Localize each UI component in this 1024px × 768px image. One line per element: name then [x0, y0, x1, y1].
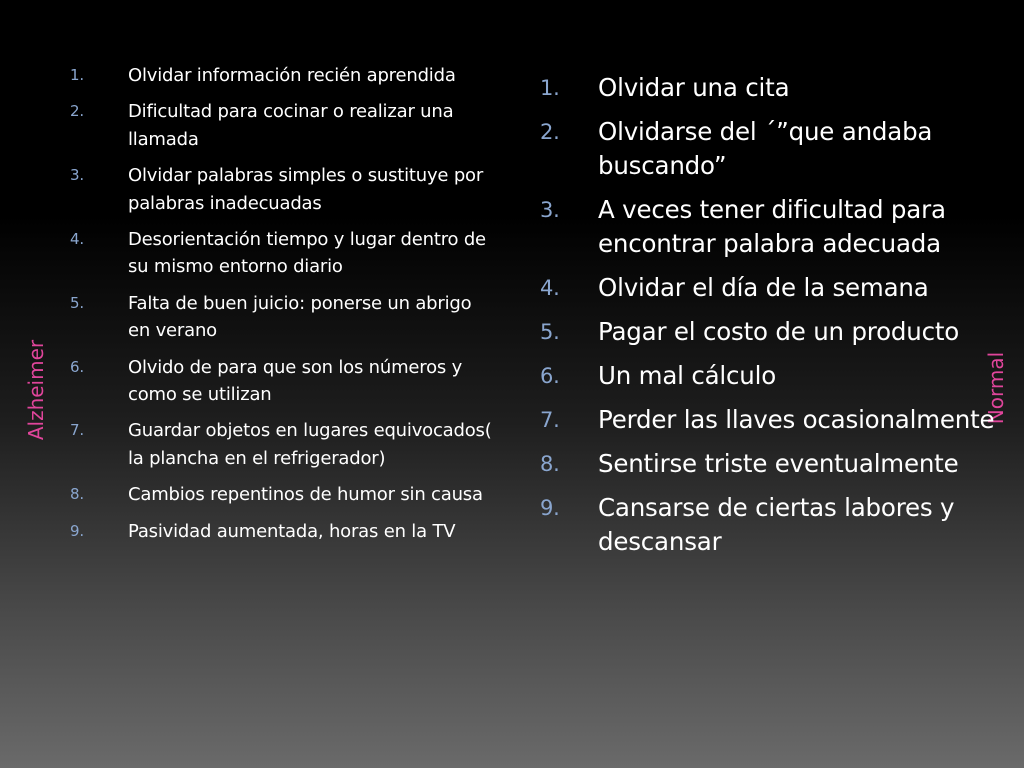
item-number: 1. — [70, 66, 84, 84]
item-text: Pagar el costo de un producto — [598, 317, 960, 346]
list-item — [70, 162, 496, 217]
item-text: Guardar objetos en lugares equivocados( la plancha en el refrigerador) — [128, 420, 492, 469]
normal-side-label: Normal — [984, 351, 1008, 425]
list-item — [70, 481, 496, 508]
list-item — [540, 359, 1018, 393]
list-item — [540, 71, 1018, 105]
item-number: 9. — [70, 521, 84, 540]
list-item — [70, 354, 496, 409]
item-text: Olvidar información recién aprendida — [128, 65, 456, 86]
item-text: Olvidar el día de la semana — [598, 273, 929, 302]
item-number: 8. — [540, 452, 560, 476]
normal-forgetfulness-list — [540, 71, 1018, 569]
item-number: 6. — [70, 357, 84, 376]
item-text: Cansarse de ciertas labores y descansar — [598, 493, 955, 556]
list-item — [70, 98, 496, 153]
list-item — [540, 193, 1018, 261]
item-number: 5. — [70, 293, 84, 312]
item-text: Olvidarse del ´”que andaba buscando” — [598, 117, 933, 180]
alzheimer-symptom-list — [70, 62, 496, 554]
item-text: Pasividad aumentada, horas en la TV — [128, 520, 456, 542]
item-text: Falta de buen juicio: ponerse un abrigo en verano — [128, 292, 472, 342]
list-item — [70, 290, 496, 345]
item-number: 5. — [540, 320, 560, 344]
item-text: Olvidar una cita — [598, 73, 790, 102]
item-number: 1. — [540, 76, 560, 100]
item-text: Olvido de para que son los números y como se utilizan — [128, 356, 463, 405]
item-text: Desorientación tiempo y lugar dentro de su mismo entorno diario — [128, 229, 486, 278]
item-text: Olvidar palabras simples o sustituye por palabras inadecuadas — [128, 165, 484, 214]
list-item — [540, 403, 1018, 437]
list-item — [70, 226, 496, 281]
item-number: 3. — [70, 166, 84, 185]
list-item — [540, 447, 1018, 481]
item-text: Dificultad para cocinar o realizar una llamada — [128, 101, 454, 150]
item-number: 2. — [70, 102, 84, 121]
list-item — [540, 491, 1018, 559]
item-text: Un mal cálculo — [598, 361, 777, 390]
item-number: 8. — [70, 485, 84, 504]
item-number: 6. — [540, 364, 560, 388]
alzheimer-side-label: Alzheimer — [24, 339, 48, 441]
item-number: 3. — [540, 198, 560, 222]
item-text: Cambios repentinos de humor sin causa — [128, 484, 483, 506]
item-text: Sentirse triste eventualmente — [598, 449, 959, 478]
item-number: 7. — [540, 408, 560, 432]
item-text: A veces tener dificultad para encontrar palabra adecuada — [598, 195, 946, 258]
list-item — [540, 271, 1018, 305]
item-number: 4. — [540, 276, 560, 300]
list-item — [540, 115, 1018, 183]
item-text: Perder las llaves ocasionalmente — [598, 405, 995, 434]
item-number: 4. — [70, 230, 84, 249]
list-item — [70, 518, 496, 545]
list-item — [540, 315, 1018, 349]
list-item — [70, 62, 496, 89]
list-item — [70, 417, 496, 472]
item-number: 9. — [540, 496, 560, 520]
item-number: 2. — [540, 120, 560, 144]
item-number: 7. — [70, 421, 84, 440]
